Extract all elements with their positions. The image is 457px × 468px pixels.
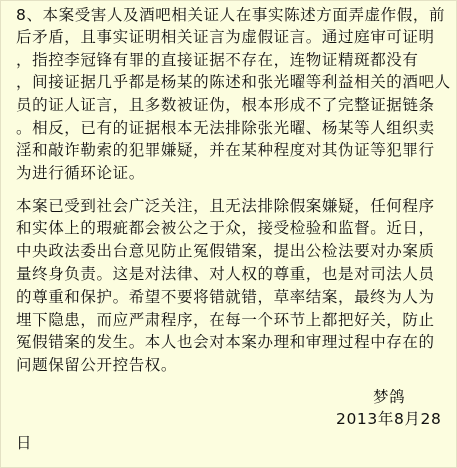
paragraph2-line-6: 埋下隐患，而应严肃程序，在每一个环节上都把好关，防止 xyxy=(16,311,435,329)
paragraph1-line-6: 。相反，已有的证据根本无法排除张光曜、杨某等人组织卖 xyxy=(16,119,435,137)
paragraph1-line-8: 为进行循环论证。 xyxy=(16,164,145,182)
paragraph1-line-4: ，间接证据几乎都是杨某的陈述和张光曜等利益相关的酒吧人 xyxy=(16,73,451,91)
paragraph2-line-8: 问题保留公开控告权。 xyxy=(16,356,178,374)
paragraph1-line-7: 淫和敲诈勒索的犯罪嫌疑，并在某种程度对其伪证等犯罪行 xyxy=(16,141,435,159)
paragraph1-line-3: ，指控李冠锋有罪的直接证据不存在，连物证精斑都没有 xyxy=(16,51,419,69)
paragraph2-line-5: 的尊重和保护。希望不要将错就错，草率结案，最终为人为 xyxy=(16,288,435,306)
paragraph2-line-4: 量终身负责。这是对法律、对人权的尊重，也是对司法人员 xyxy=(16,265,435,283)
paragraph1-line-2: 后矛盾，且事实证明相关证言为虚假证言。通过庭审可证明 xyxy=(16,28,435,46)
paragraph2-line-3: 中央政法委出台意见防止冤假错案，提出公检法要对办案质 xyxy=(16,242,435,260)
signature-date-tail: 日 xyxy=(16,434,33,452)
paragraph2-line-1: 本案已受到社会广泛关注，且无法排除假案嫌疑，任何程序 xyxy=(16,197,435,215)
signature-name: 梦鸽 xyxy=(373,388,406,406)
paragraph1-line-1: 8、本案受害人及酒吧相关证人在事实陈述方面弄虚作假，前 xyxy=(16,6,446,24)
paragraph2-line-7: 冤假错案的发生。本人也会对本案办理和审理过程中存在的 xyxy=(16,333,435,351)
paragraph1-line-5: 员的证人证言，且多数被证伪，根本形成不了完整证据链条 xyxy=(16,96,435,114)
paragraph2-line-2: 和实体上的瑕疵都会被公之于众，接受检验和监督。近日， xyxy=(16,219,435,237)
signature-date: 2013年8月28 xyxy=(336,410,442,428)
